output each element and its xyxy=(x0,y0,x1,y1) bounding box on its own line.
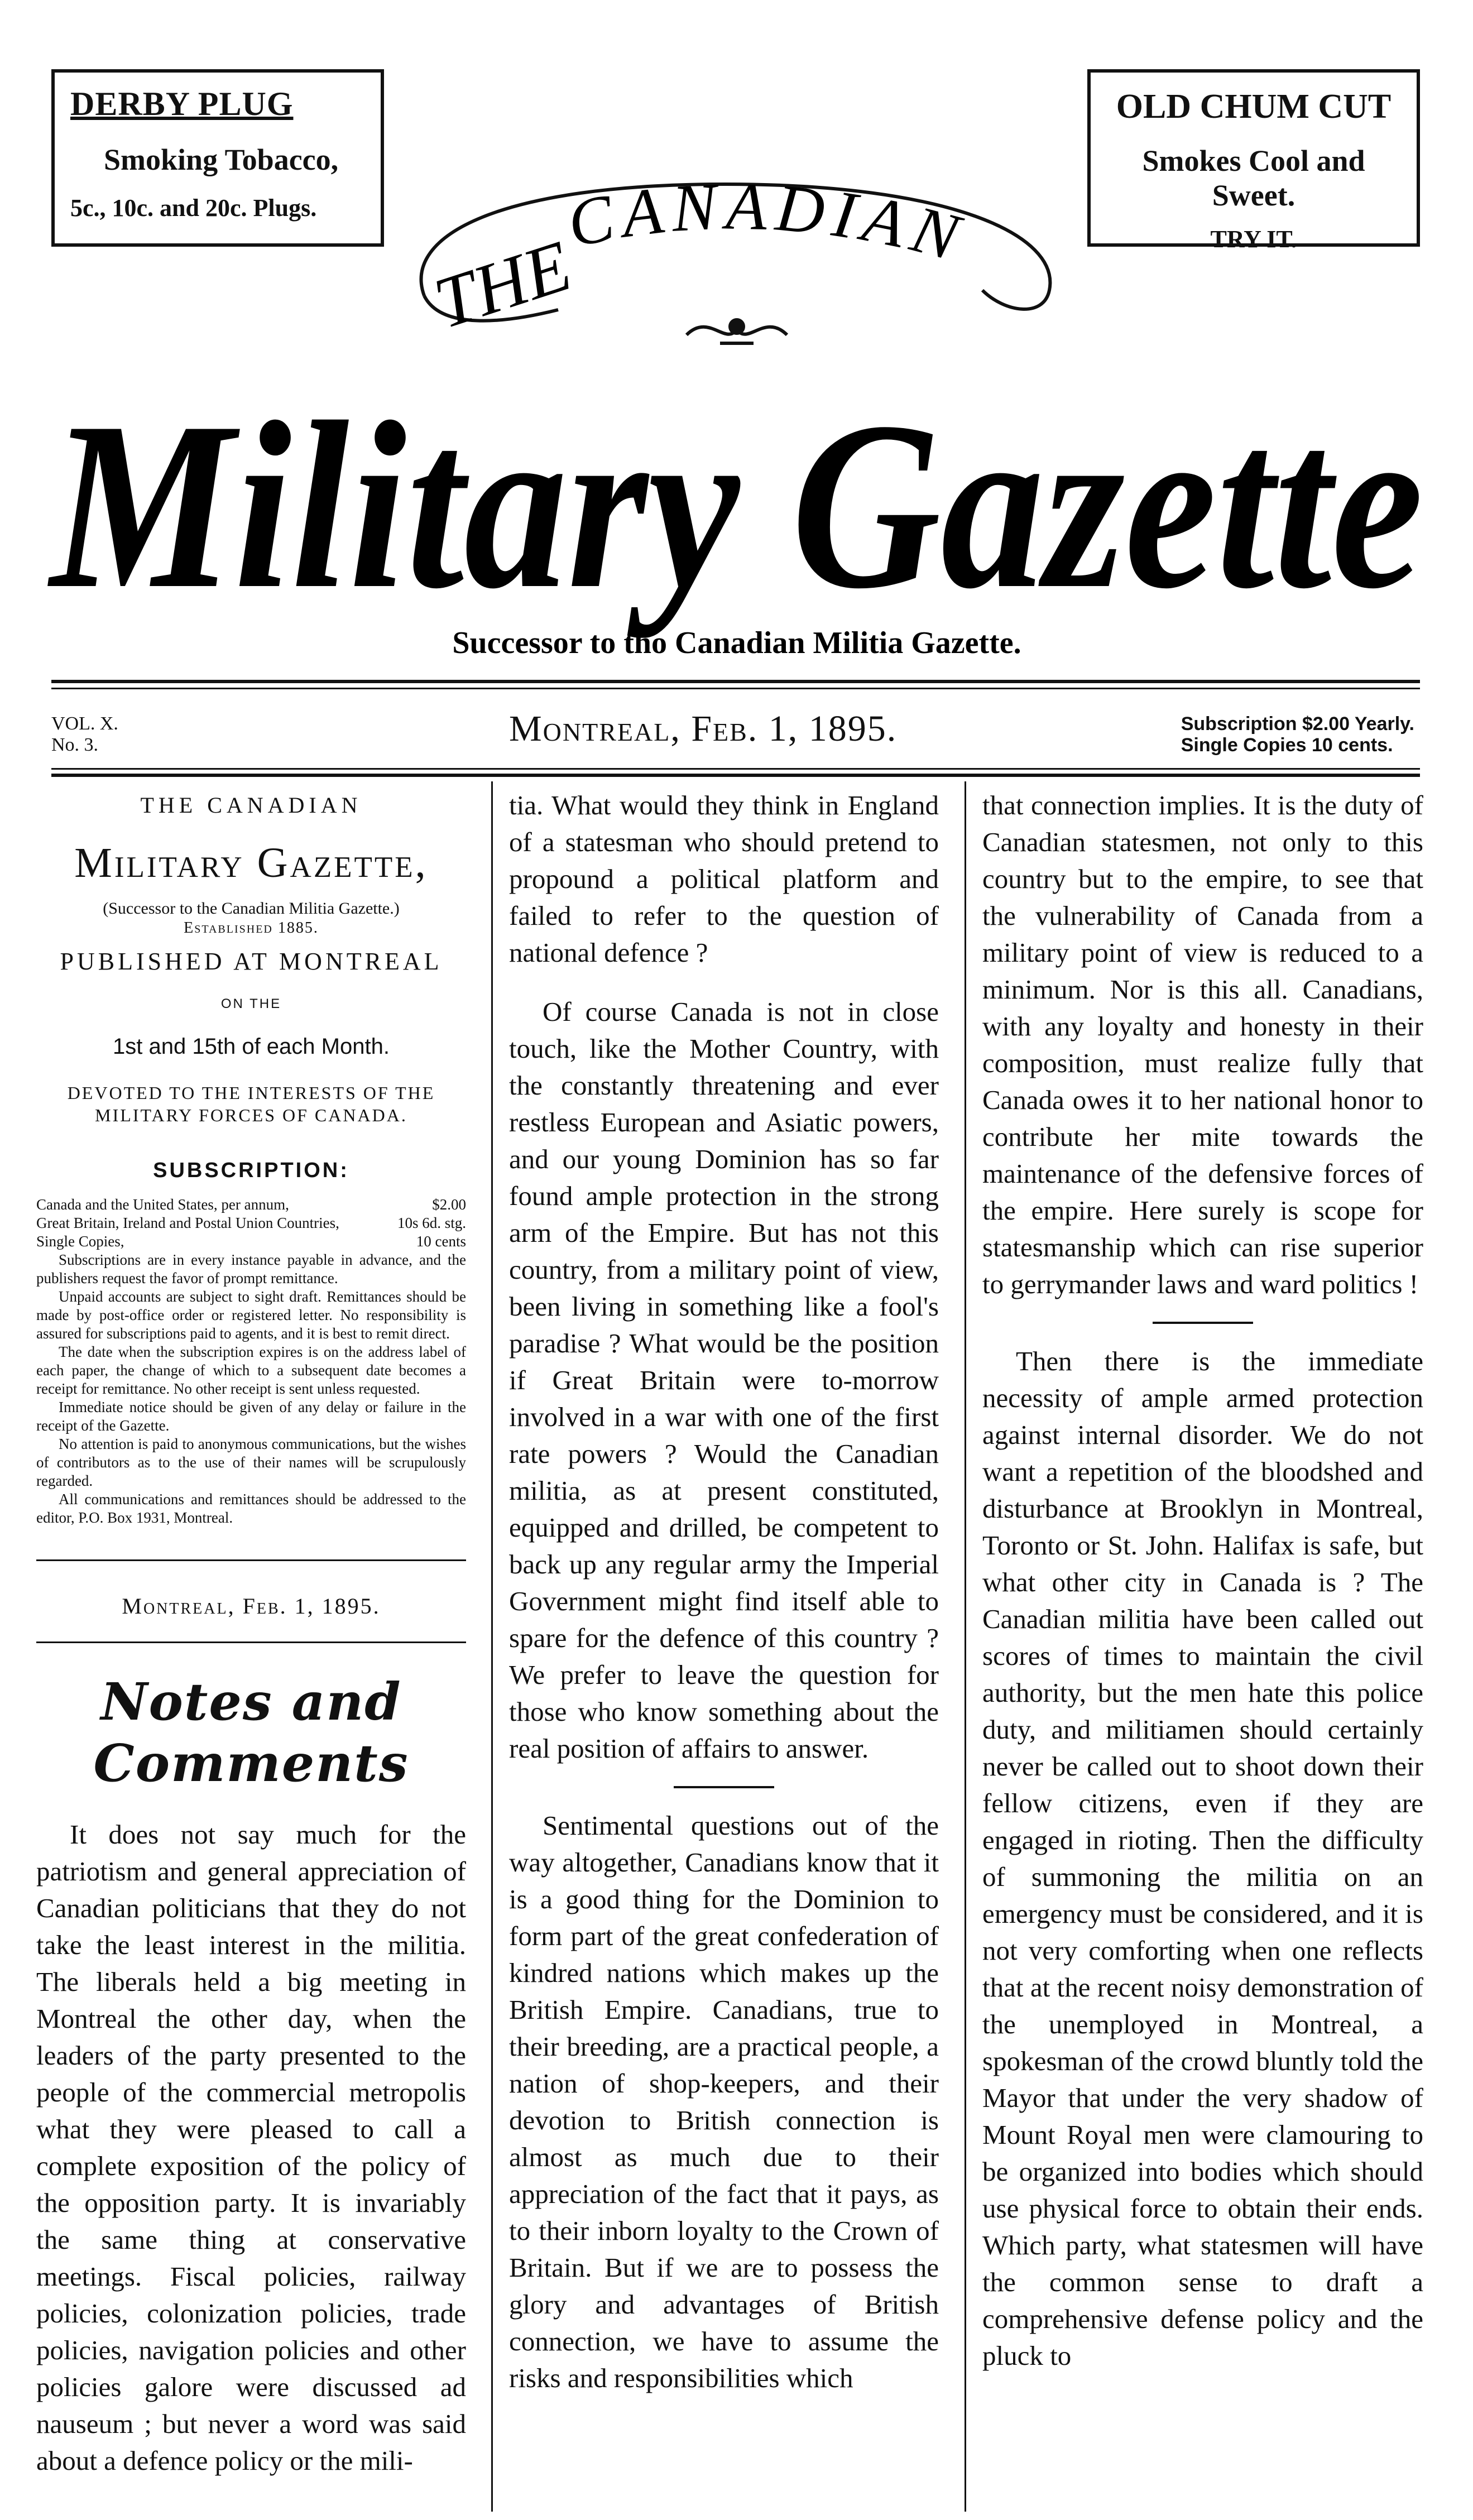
publisher-name-small: THE CANADIAN xyxy=(140,793,362,818)
ad-left-line1: DERBY PLUG xyxy=(70,85,294,122)
rate-value: 10s 6d. stg. xyxy=(397,1215,466,1231)
rate-row xyxy=(36,1196,466,1214)
single-copy-price: Single Copies 10 cents. xyxy=(1181,735,1393,756)
subscription-price: Subscription $2.00 Yearly. xyxy=(1181,713,1414,735)
rate-label: Single Copies, xyxy=(36,1233,124,1250)
publisher-successor: (Successor to the Canadian Militia Gazette.) xyxy=(103,899,400,918)
published-at: PUBLISHED AT MONTREAL xyxy=(60,948,443,975)
article-paragraph: Then there is the immediate necessity of ample armed protection against internal disorder. We do not want a repetition of the bloodshed and disturbance at Brooklyn in Montreal, Toronto or St. John. Halifax is safe, but what other city in Canada is ? The Canadian militia have been called out scores of times to maintain the civil authority, but the men hate this police duty, and militiamen should certainly never be called out to shoot down their fellow citizens, even if they are engaged in rioting. Then the difficulty of summoning the militia on an emergency must be considered, and it is not very comforting when one reflects that at the recent noisy demonstration of the unemployed in Montreal, a spokesman of the crowd bluntly told the Mayor that under the very shadow of Mount Royal men were clamouring to be organized into bodies which should use physical force to obtain their ends. Which party, what statesmen will have the common sense to draft a comprehensive defense policy and the pluck to xyxy=(982,1346,1423,2371)
col1-dateline: Montreal, Feb. 1, 1895. xyxy=(122,1593,381,1619)
publisher-name: Military Gazette, xyxy=(74,839,428,886)
col1-rule-2 xyxy=(36,1641,466,1643)
bottom-rule-thin xyxy=(51,768,1420,770)
issue-number: No. 3. xyxy=(51,735,99,755)
column-1 xyxy=(36,787,466,2479)
volume-number xyxy=(51,713,118,756)
column-2 xyxy=(509,787,939,2397)
subscription-note xyxy=(1181,713,1414,756)
notice: No attention is paid to anonymous communications, but the wishes of contributors as to the use of their names will be scrupulously regarded. xyxy=(36,1436,466,1489)
ad-right-line1: OLD CHUM CUT xyxy=(1116,88,1392,126)
column-3 xyxy=(982,787,1423,2374)
article-paragraph: Sentimental questions out of the way altogether, Canadians know that it is a good thing for the Dominion to form part of the great confederation of kindred nations which makes up the British Empire. Canadians, true to their breeding, are a practical people, a nation of shop-keepers, and their devotion to British connection is almost as much due to their appreciation of the fact that it pays, as to their inborn loyalty to the Crown of Britain. But if we are to possess the glory and advantages of British connection, we have to assume the risks and responsibilities which xyxy=(509,1810,939,2393)
top-rule-thin xyxy=(51,688,1420,689)
rate-row xyxy=(36,1232,466,1251)
ad-left-line3: 5c., 10c. and 20c. Plugs. xyxy=(70,194,317,222)
bottom-rule xyxy=(51,774,1420,777)
article-paragraph: Of course Canada is not in close touch, like the Mother Country, with the constantly threatening and ever restless European and Asiatic powers, and our young Dominion has so far found ample protection in the strong arm of the Empire. But has not this country, from a military point of view, been living in something like a fool's paradise ? What would be the position if Great Britain were to-morrow involved in a war with one of the first rate powers ? Would the Canadian militia, as at present constituted, equipped and drilled, be competent to back up any regular army the Imperial Government might find itself able to spare for the defence of this country ? We prefer to leave the question for those who know something about the real position of affairs to answer. xyxy=(509,996,939,1764)
col1-rule xyxy=(36,1559,466,1561)
article-paragraph: tia. What would they think in England of a statesman who should pretend to propound a political platform and failed to refer to the question of national defence ? xyxy=(509,790,939,968)
article-paragraph: that connection implies. It is the duty of Canadian statesmen, not only to this country but to the empire, to see that the vulnerability of Canada from a military point of view is reduced to a minimum. Nor is this all. Canadians, with any loyalty and honesty in their composition, must realize fully that Canada owes it to her national honor to contribute her mite towards the maintenance of the defensive forces of the empire. Here surely is scope for statesmanship which can rise superior to gerrymander laws and ward politics ! xyxy=(982,790,1423,1299)
subscription-rates xyxy=(36,1196,466,1527)
notice: Immediate notice should be given of any delay or failure in the receipt of the Gazette. xyxy=(36,1399,466,1434)
subscription-heading: SUBSCRIPTION: xyxy=(153,1159,349,1182)
notice: All communications and remittances should be addressed to the editor, P.O. Box 1931, Montreal. xyxy=(36,1491,466,1526)
ad-right-line3: TRY IT. xyxy=(1210,225,1297,253)
ornament-icon xyxy=(687,320,787,343)
notes-heading: Notes and Comments xyxy=(93,1672,409,1793)
masthead-canadian: CANADIAN xyxy=(562,169,974,277)
column-divider-2 xyxy=(965,781,966,2512)
article-paragraph: It does not say much for the patriotism and general appreciation of Canadian politicians that they do not take the least interest in the militia. The liberals held a big meeting in Montreal the other day, when the leaders of the party presented to the people of the commercial metropolis what they were pleased to call a complete exposition of the policy of the opposition party. It is invariably the same thing at conservative meetings. Fiscal policies, railway policies, colonization policies, trade policies, navigation policies and other policies galore were discussed ad nauseum ; but never a word was said about a defence policy or the mili- xyxy=(36,1819,466,2476)
notice: Unpaid accounts are subject to sight draft. Remittances should be made by post-office order or registered letter. No responsibility is assured for subscriptions paid to agents, and it is best to remit direct. xyxy=(36,1288,466,1342)
masthead-the: THE xyxy=(425,225,580,344)
on-the: ON THE xyxy=(220,996,282,1011)
devoted-to: DEVOTED TO THE INTERESTS OF THE MILITARY FORCES OF CANADA. xyxy=(67,1083,435,1125)
column-divider-1 xyxy=(491,781,493,2512)
masthead xyxy=(0,0,1473,670)
rate-value: $2.00 xyxy=(432,1196,466,1213)
ad-left-line2: Smoking Tobacco, xyxy=(104,143,339,176)
rate-label: Great Britain, Ireland and Postal Union Countries, xyxy=(36,1215,339,1231)
vol-label: VOL. X. xyxy=(51,713,118,734)
info-bar xyxy=(51,698,1420,770)
masthead-successor: Successor to tho Canadian Militia Gazette. xyxy=(452,626,1021,660)
publication-dates: 1st and 15th of each Month. xyxy=(113,1034,390,1059)
issue-dateline: Montreal, Feb. 1, 1895. xyxy=(509,708,898,749)
section-rule xyxy=(674,1786,774,1788)
notice: The date when the subscription expires is on the address label of each paper, the change of which to a subsequent date becomes a receipt for remittance. No other receipt is sent unless requested. xyxy=(36,1343,466,1397)
masthead-title: Military Gazette xyxy=(47,373,1423,639)
notice: Subscriptions are in every instance payable in advance, and the publishers request the favor of prompt remittance. xyxy=(36,1251,466,1287)
section-rule xyxy=(1153,1322,1253,1324)
rate-label: Canada and the United States, per annum, xyxy=(36,1196,289,1213)
rate-row xyxy=(36,1214,466,1232)
ad-right-line2: Smokes Cool and Sweet. xyxy=(1142,144,1365,212)
top-rule xyxy=(51,680,1420,683)
established: Established 1885. xyxy=(184,919,319,937)
rate-value: 10 cents xyxy=(416,1233,466,1250)
